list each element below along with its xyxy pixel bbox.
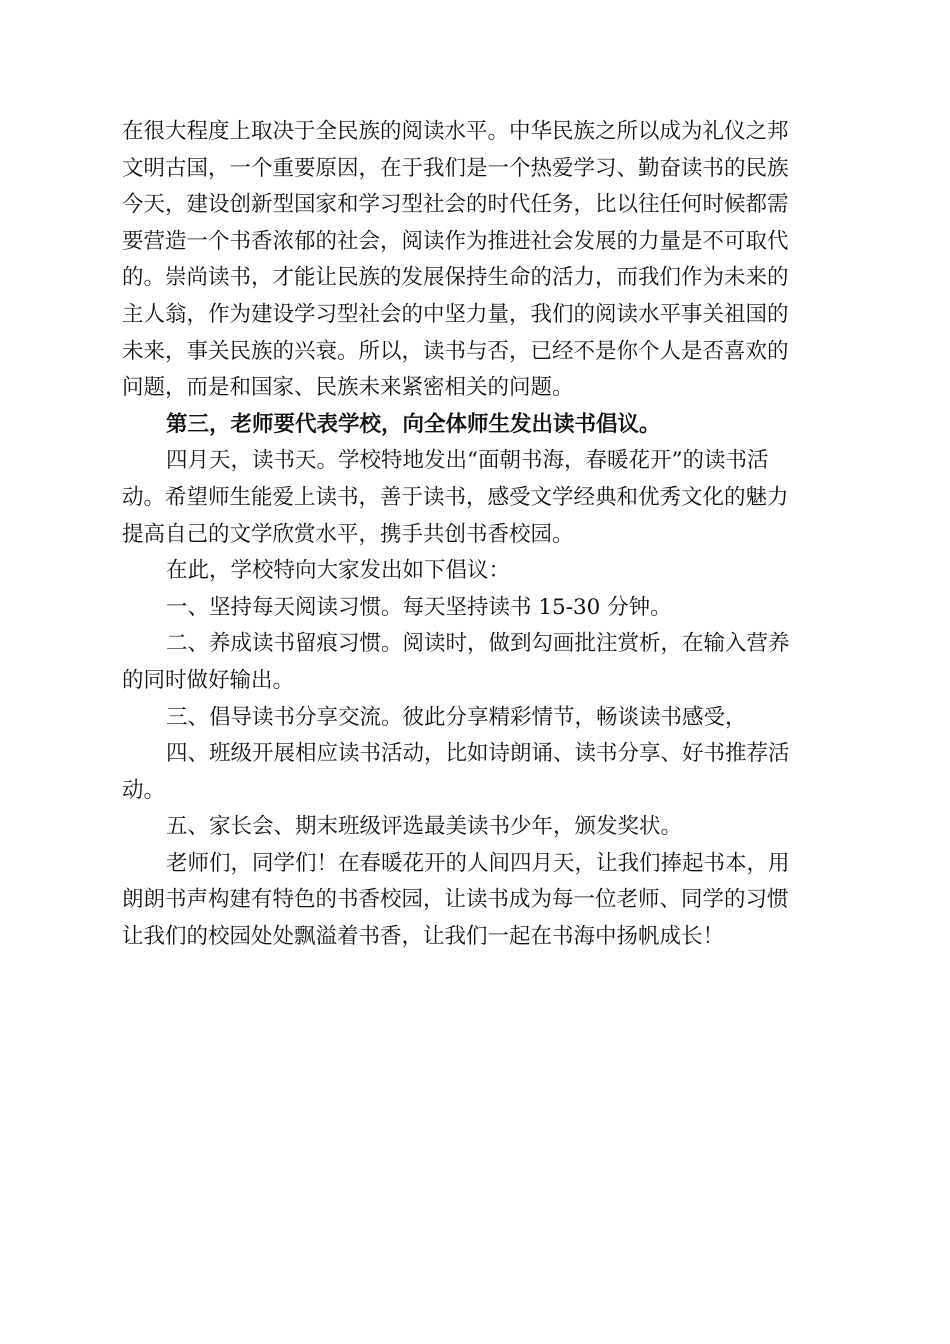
text-line: 的同时做好输出。 [122, 667, 295, 693]
text-line: 要营造一个书香浓郁的社会，阅读作为推进社会发展的力量是不可取代 [122, 228, 789, 254]
text-line: 动。 [122, 777, 166, 803]
heading-line: 第三，老师要代表学校，向全体师生发出读书倡议。 [166, 411, 661, 437]
proposal-item-5 [122, 809, 842, 846]
text-line: 四、班级开展相应读书活动，比如诗朗诵、读书分享、好书推荐活 [166, 741, 790, 767]
text-line: 的。崇尚读书，才能让民族的发展保持生命的活力，而我们作为未来的 [122, 265, 789, 291]
proposal-item-3 [122, 700, 842, 737]
paragraph-closing [122, 846, 842, 956]
text-line: 老师们，同学们！在春暖花开的人间四月天，让我们捧起书本，用 [166, 850, 790, 876]
text-line: 在很大程度上取决于全民族的阅读水平。中华民族之所以成为礼仪之邦 [122, 119, 789, 144]
paragraph-reading-importance [122, 114, 842, 407]
text-line: 让我们的校园处处飘溢着书香，让我们一起在书海中扬帆成长！ [122, 924, 725, 950]
proposal-item-2 [122, 626, 842, 699]
text-line: 文明古国，一个重要原因，在于我们是一个热爱学习、勤奋读书的民族 [122, 155, 789, 181]
section-heading [122, 407, 842, 444]
document-page [122, 114, 842, 956]
proposal-item-1 [122, 590, 842, 627]
text-line: 今天，建设创新型国家和学习型社会的时代任务，比以往任何时候都需 [122, 192, 789, 218]
text-line: 五、家长会、期末班级评选最美读书少年，颁发奖状。 [166, 814, 683, 840]
text-line: 三、倡导读书分享交流。彼此分享精彩情节，畅谈读书感受， [166, 704, 747, 730]
paragraph-proposal-intro [122, 553, 842, 590]
paragraph-april-reading [122, 443, 842, 553]
text-line: 未来，事关民族的兴衰。所以，读书与否，已经不是你个人是否喜欢的 [122, 338, 789, 364]
proposal-item-4 [122, 736, 842, 809]
text-line: 四月天，读书天。学校特地发出“面朝书海，春暖花开”的读书活 [166, 448, 769, 474]
text-line: 问题，而是和国家、民族未来紧密相关的问题。 [122, 375, 574, 401]
text-line: 主人翁，作为建设学习型社会的中坚力量，我们的阅读水平事关祖国的 [122, 301, 789, 327]
text-line: 动。希望师生能爱上读书，善于读书，感受文学经典和优秀文化的魅力 [122, 484, 789, 510]
text-line: 朗朗书声构建有特色的书香校园，让读书成为每一位老师、同学的习惯 [122, 887, 789, 913]
text-line: 一、坚持每天阅读习惯。每天坚持读书 15-30 分钟。 [166, 594, 672, 620]
text-line: 提高自己的文学欣赏水平，携手共创书香校园。 [122, 521, 574, 547]
text-line: 二、养成读书留痕习惯。阅读时，做到勾画批注赏析，在输入营养 [166, 631, 790, 657]
text-line: 在此，学校特向大家发出如下倡议： [166, 558, 511, 584]
